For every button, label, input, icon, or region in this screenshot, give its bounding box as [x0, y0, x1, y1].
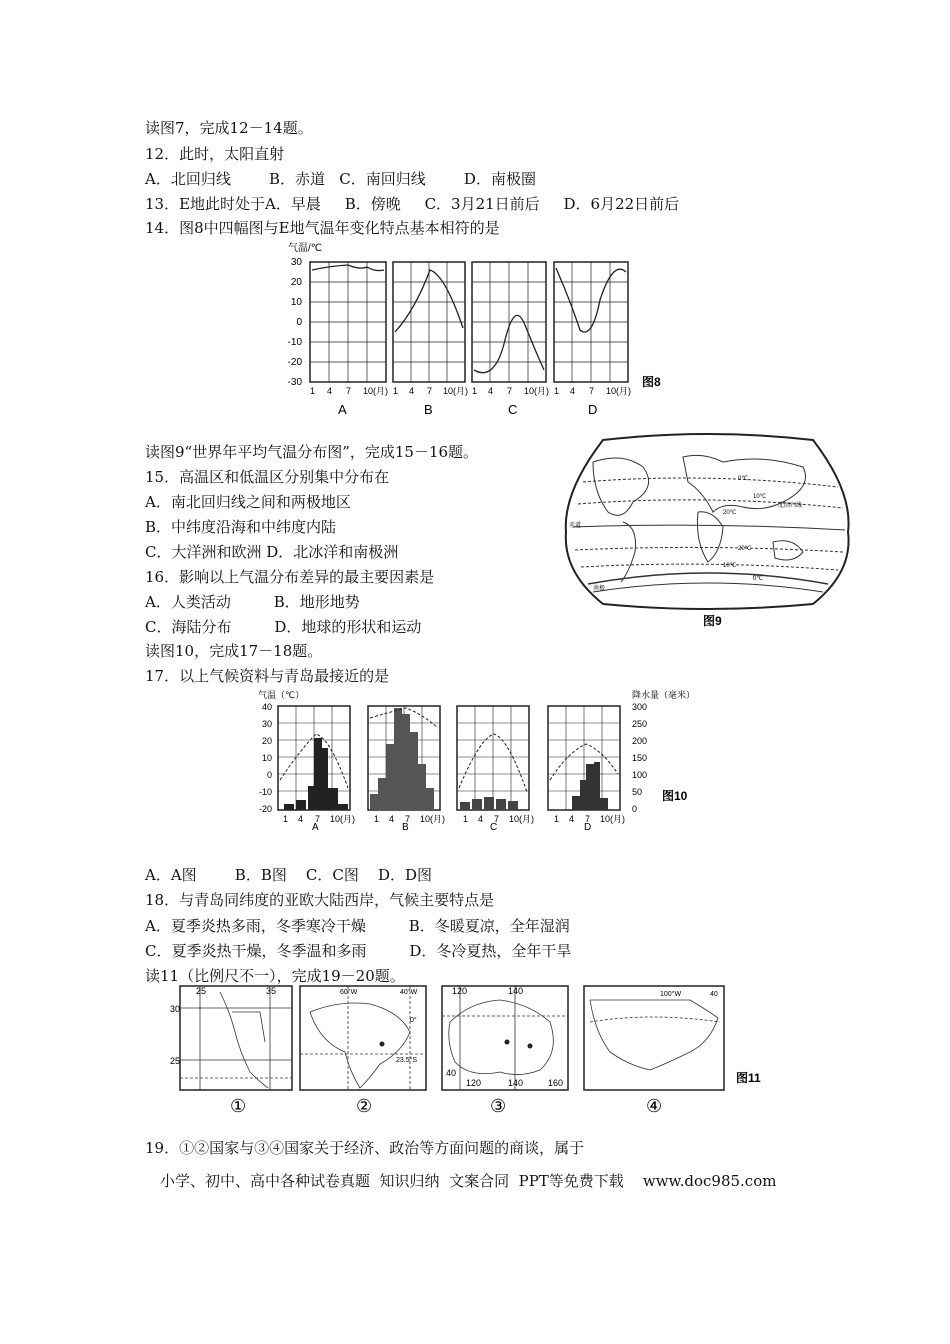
svg-text:北回归线: 北回归线 — [778, 503, 803, 509]
question-15: 15．高温区和低温区分别集中分布在 — [145, 468, 390, 486]
svg-text:10(月): 10(月) — [363, 386, 389, 396]
svg-text:-10: -10 — [287, 337, 302, 348]
svg-text:40: 40 — [261, 702, 272, 712]
svg-text:-30: -30 — [287, 377, 302, 388]
question-17: 17．以上气候资料与青岛最接近的是 — [145, 667, 390, 685]
svg-text:140: 140 — [508, 1078, 524, 1088]
fig11-panel-2: ② — [356, 1096, 373, 1116]
fig10-caption: 图10 — [662, 789, 688, 803]
question-12-options: A．北回归线 B．赤道 C．南回归线 D．南极圈 — [145, 170, 536, 188]
svg-text:200: 200 — [632, 736, 648, 746]
svg-text:7: 7 — [405, 814, 411, 824]
svg-text:250: 250 — [632, 719, 648, 729]
svg-text:50: 50 — [632, 787, 643, 797]
svg-text:0: 0 — [632, 804, 638, 814]
svg-text:10(月): 10(月) — [443, 386, 469, 396]
question-19: 19．①②国家与③④国家关于经济、政治等方面问题的商谈，属于 — [145, 1139, 585, 1157]
svg-text:南极: 南极 — [593, 586, 606, 592]
svg-text:100°W: 100°W — [660, 991, 682, 998]
fig11-panel-1: ① — [230, 1096, 247, 1116]
svg-text:1: 1 — [374, 814, 380, 824]
svg-text:10℃: 10℃ — [723, 563, 737, 569]
svg-text:160: 160 — [548, 1078, 564, 1088]
svg-text:7: 7 — [346, 386, 352, 396]
svg-text:-10: -10 — [258, 787, 272, 797]
svg-text:40: 40 — [446, 1068, 457, 1078]
question-16: 16．影响以上气温分布差异的最主要因素是 — [145, 568, 435, 586]
svg-text:-20: -20 — [258, 804, 272, 814]
svg-text:10(月): 10(月) — [606, 386, 632, 396]
svg-text:4: 4 — [478, 814, 484, 824]
svg-text:35: 35 — [266, 986, 277, 996]
svg-text:4: 4 — [488, 386, 494, 396]
svg-text:25: 25 — [196, 986, 207, 996]
question-16-options-ab: A．人类活动 B．地形地势 — [145, 593, 360, 611]
svg-text:4: 4 — [570, 386, 576, 396]
svg-text:7: 7 — [589, 386, 595, 396]
svg-text:10(月): 10(月) — [420, 814, 446, 824]
svg-text:7: 7 — [585, 814, 591, 824]
figure-11 — [170, 982, 780, 1118]
fig9-caption: 图9 — [703, 614, 722, 628]
fig10-ylabel-right: 降水量（毫米） — [632, 690, 696, 700]
svg-text:30: 30 — [261, 719, 272, 729]
svg-text:25: 25 — [170, 1056, 181, 1066]
svg-text:4: 4 — [298, 814, 304, 824]
figure-10 — [250, 688, 700, 830]
svg-text:4: 4 — [409, 386, 415, 396]
svg-text:7: 7 — [427, 386, 433, 396]
fig8-ylabel: 气温/℃ — [288, 243, 323, 254]
svg-text:4: 4 — [389, 814, 395, 824]
svg-text:20℃: 20℃ — [738, 546, 752, 552]
question-15-option-b: B．中纬度沿海和中纬度内陆 — [145, 518, 337, 536]
svg-text:1: 1 — [463, 814, 469, 824]
svg-text:23.5°S: 23.5°S — [396, 1057, 418, 1064]
svg-text:赤道: 赤道 — [569, 523, 582, 529]
svg-text:0: 0 — [266, 770, 272, 780]
svg-text:20: 20 — [290, 277, 302, 288]
question-17-options: A．A图 B．B图 C．C图 D．D图 — [145, 866, 433, 884]
svg-text:4: 4 — [327, 386, 333, 396]
svg-text:1: 1 — [472, 386, 478, 396]
svg-text:1: 1 — [393, 386, 399, 396]
fig11-panel-3: ③ — [490, 1096, 507, 1116]
svg-text:10℃: 10℃ — [753, 494, 767, 500]
svg-text:1: 1 — [554, 814, 560, 824]
svg-text:300: 300 — [632, 702, 648, 712]
fig10-panel-c: C — [490, 822, 498, 830]
svg-text:10(月): 10(月) — [524, 386, 550, 396]
intro-fig9: 读图9“世界年平均气温分布图”，完成15－16题。 — [145, 443, 479, 461]
fig8-caption: 图8 — [642, 375, 661, 389]
svg-text:30: 30 — [290, 257, 302, 268]
svg-text:0℃: 0℃ — [753, 576, 764, 582]
question-13: 13．E地此时处于A．早晨 B．傍晚 C．3月21日前后 D．6月22日前后 — [145, 195, 680, 213]
svg-text:1: 1 — [554, 386, 560, 396]
svg-text:10: 10 — [261, 753, 272, 763]
svg-text:-20: -20 — [287, 357, 302, 368]
intro-fig11: 读11（比例尺不一），完成19－20题。 — [145, 967, 405, 985]
svg-text:0: 0 — [296, 317, 302, 328]
fig10-panel-a: A — [312, 822, 319, 830]
svg-text:100: 100 — [632, 770, 648, 780]
svg-text:1: 1 — [283, 814, 289, 824]
svg-text:10(月): 10(月) — [600, 814, 626, 824]
intro-fig10: 读图10，完成17－18题。 — [145, 642, 323, 660]
fig10-panel-b: B — [402, 822, 409, 830]
svg-text:140: 140 — [508, 986, 524, 996]
fig11-caption: 图11 — [736, 1071, 761, 1085]
svg-text:0°: 0° — [410, 1017, 417, 1024]
figure-8 — [280, 240, 670, 420]
svg-text:20℃: 20℃ — [723, 510, 737, 516]
svg-text:20: 20 — [261, 736, 272, 746]
fig8-panel-a: A — [338, 402, 347, 417]
svg-text:10(月): 10(月) — [509, 814, 535, 824]
svg-text:30: 30 — [170, 1004, 181, 1014]
svg-text:7: 7 — [315, 814, 321, 824]
question-16-options-cd: C．海陆分布 D．地球的形状和运动 — [145, 618, 422, 636]
fig8-panel-c: C — [508, 402, 518, 417]
svg-text:120: 120 — [452, 986, 468, 996]
fig10-ylabel-left: 气温（℃） — [258, 690, 305, 700]
intro-fig7: 读图7，完成12－14题。 — [145, 119, 313, 137]
svg-text:10(月): 10(月) — [330, 814, 356, 824]
question-12: 12．此时，太阳直射 — [145, 145, 285, 163]
footer-ad: 小学、初中、高中各种试卷真题 知识归纳 文案合同 PPT等免费下载 www.doc985.com — [160, 1172, 777, 1190]
fig10-panel-d: D — [584, 822, 592, 830]
fig8-panel-b: B — [424, 402, 433, 417]
figure-9 — [563, 432, 853, 630]
svg-text:40°W: 40°W — [400, 989, 418, 996]
question-18-options-ab: A．夏季炎热多雨，冬季寒冷干燥 B．冬暖夏凉，全年湿润 — [145, 917, 570, 935]
question-15-option-cd: C．大洋洲和欧洲 D．北冰洋和南极洲 — [145, 543, 399, 561]
svg-text:7: 7 — [507, 386, 513, 396]
question-18-options-cd: C．夏季炎热干燥，冬季温和多雨 D．冬冷夏热，全年干旱 — [145, 942, 572, 960]
svg-text:150: 150 — [632, 753, 648, 763]
fig8-panel-d: D — [588, 402, 598, 417]
question-18: 18．与青岛同纬度的亚欧大陆西岸，气候主要特点是 — [145, 891, 495, 909]
svg-text:40: 40 — [710, 991, 718, 998]
svg-text:4: 4 — [569, 814, 575, 824]
question-15-option-a: A．南北回归线之间和两极地区 — [145, 493, 351, 511]
question-14: 14．图8中四幅图与E地气温年变化特点基本相符的是 — [145, 219, 500, 237]
svg-text:60°W: 60°W — [340, 989, 358, 996]
svg-text:1: 1 — [310, 386, 316, 396]
svg-text:120: 120 — [466, 1078, 482, 1088]
fig11-panel-4: ④ — [646, 1096, 663, 1116]
svg-text:10: 10 — [290, 297, 302, 308]
svg-text:7: 7 — [494, 814, 500, 824]
svg-text:0℃: 0℃ — [738, 476, 749, 482]
